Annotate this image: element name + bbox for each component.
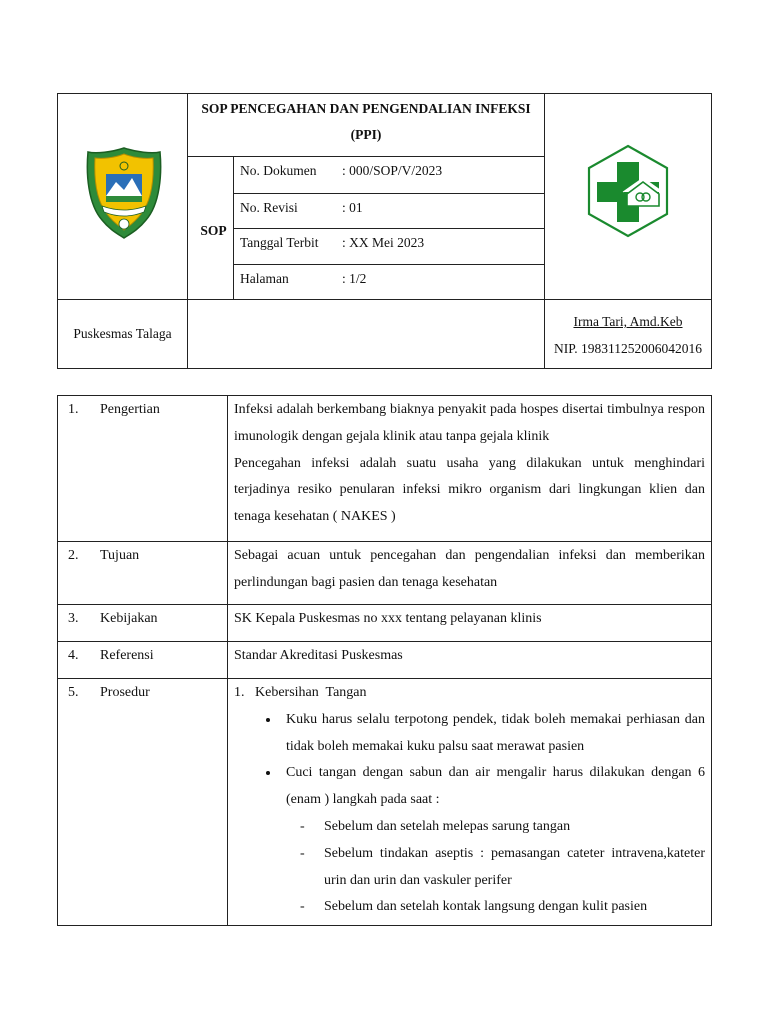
section-label-cell [58, 396, 228, 542]
paragraph: Infeksi adalah berkembang biaknya penyakit pada hospes disertai timbulnya respon imunologik dengan gejala klinik atau tanpa gejala klinik [234, 402, 705, 444]
meta-key: Halaman [240, 270, 289, 286]
signature-space [188, 300, 545, 369]
section-content [228, 542, 712, 605]
procedure-heading: 1. Kebersihan Tangan [234, 685, 367, 700]
section-label: Tujuan [100, 548, 140, 563]
meta-key: No. Dokumen [240, 163, 317, 178]
section-row-referensi [58, 642, 712, 679]
sop-label: SOP [188, 157, 234, 300]
signatory-name: Irma Tari, Amd.Keb [573, 314, 683, 329]
list-item: • Kuku harus selalu terpotong pendek, tidak boleh memakai perhiasan dan tidak boleh memakai kuku palsu saat merawat pasien [280, 707, 705, 761]
sop-content-table [57, 395, 712, 926]
paragraph: SK Kepala Puskesmas no xxx tentang pelayanan klinis [234, 611, 542, 626]
meta-row-no-revisi [234, 193, 545, 229]
section-row-tujuan [58, 542, 712, 605]
signatory-nip: NIP. 198311252006042016 [553, 341, 702, 356]
section-label-cell [58, 642, 228, 679]
section-label: Referensi [100, 648, 154, 663]
right-logo-cell [545, 94, 712, 300]
procedure-dashes [234, 814, 705, 921]
meta-value: : 1/2 [342, 270, 367, 286]
section-number: 5. [68, 685, 79, 700]
list-item: - Sebelum dan setelah melepas sarung tangan [300, 814, 705, 841]
organization-name: Puskesmas Talaga [58, 300, 188, 369]
section-row-kebijakan [58, 605, 712, 642]
paragraph: Sebagai acuan untuk pencegahan dan pengendalian infeksi dan memberikan perlindungan bagi pasien dan tenaga kesehatan [234, 548, 705, 590]
section-content [228, 605, 712, 642]
section-row-prosedur [58, 679, 712, 926]
left-logo-cell [58, 94, 188, 300]
section-number: 1. [68, 402, 79, 417]
section-number: 2. [68, 548, 79, 563]
document-title: SOP PENCEGAHAN DAN PENGENDALIAN INFEKSI (PPI) [188, 94, 545, 157]
meta-key: Tanggal Terbit [240, 235, 319, 250]
meta-row-no-dokumen [234, 157, 545, 194]
section-label-cell [58, 679, 228, 926]
section-label: Kebijakan [100, 611, 158, 626]
meta-value: : XX Mei 2023 [342, 235, 425, 250]
section-number: 3. [68, 611, 79, 626]
section-content [228, 642, 712, 679]
meta-key: No. Revisi [240, 199, 298, 215]
meta-row-halaman [234, 264, 545, 300]
sop-header-table [57, 93, 712, 369]
list-item: • Cuci tangan dengan sabun dan air mengalir harus dilakukan dengan 6 (enam ) langkah pada saat : [280, 760, 705, 814]
section-number: 4. [68, 648, 79, 663]
paragraph: Pencegahan infeksi adalah suatu usaha yang dilakukan untuk menghindari terjadinya resiko penularan infeksi mikro organism dari lingkungan klien dan tenaga kesehatan ( NAKES ) [234, 455, 705, 525]
paragraph: Standar Akreditasi Puskesmas [234, 648, 403, 663]
meta-value: : 01 [342, 199, 363, 215]
section-content [228, 679, 712, 926]
section-label-cell [58, 542, 228, 605]
procedure-bullets [234, 707, 705, 814]
signatory-block [545, 300, 712, 369]
regional-emblem-icon [84, 144, 164, 240]
puskesmas-logo-icon [587, 144, 669, 238]
section-label: Prosedur [100, 685, 150, 700]
section-row-pengertian [58, 396, 712, 542]
meta-value: : 000/SOP/V/2023 [342, 163, 443, 178]
list-item: - Sebelum dan setelah kontak langsung dengan kulit pasien [300, 894, 705, 921]
section-label-cell [58, 605, 228, 642]
list-item: - Sebelum tindakan aseptis : pemasangan cateter intravena,kateter urin dan urin dan vaskuler perifer [300, 841, 705, 895]
meta-row-tanggal-terbit [234, 229, 545, 265]
section-label: Pengertian [100, 402, 160, 417]
section-content [228, 396, 712, 542]
